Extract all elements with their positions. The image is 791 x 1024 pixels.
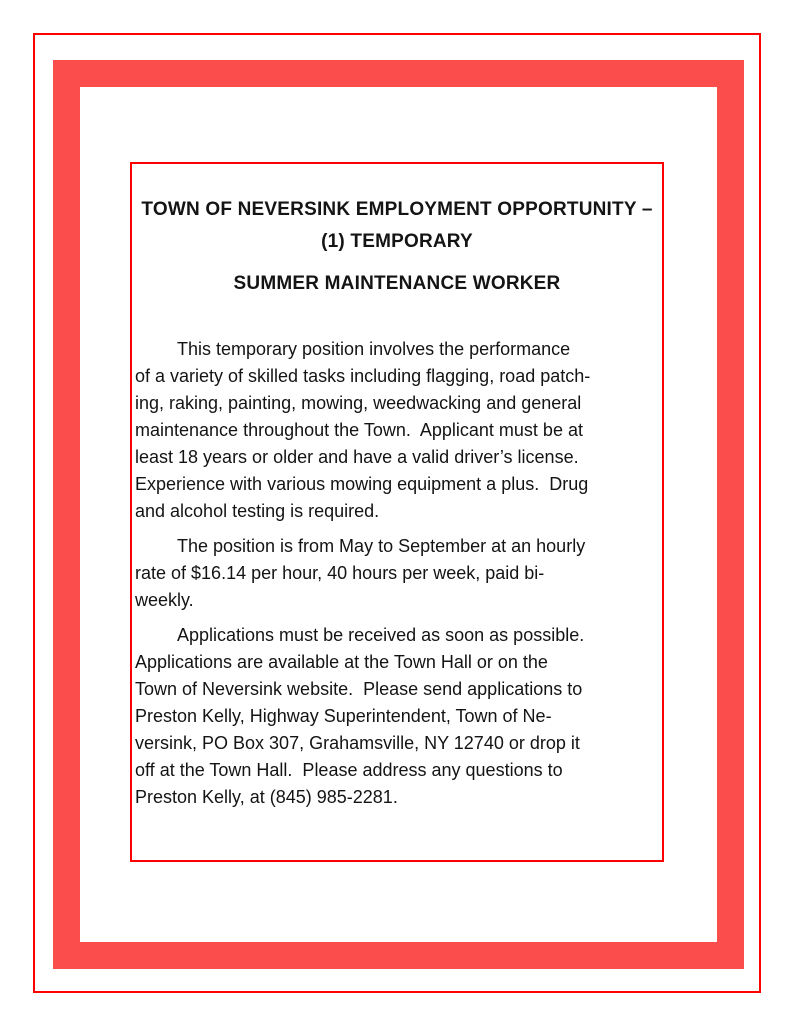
- paragraph-line: of a variety of skilled tasks including flagging, road patch-: [135, 366, 591, 386]
- notice-box: [130, 162, 664, 862]
- paragraph-line: ing, raking, painting, mowing, weedwacking and general: [135, 393, 582, 413]
- paragraph-line: Preston Kelly, Highway Superintendent, Town of Ne-: [135, 706, 552, 726]
- paragraph-line: Applications are available at the Town Hall or on the: [135, 652, 548, 672]
- title-line-2: (1) TEMPORARY: [321, 231, 473, 252]
- paragraph-line: rate of $16.14 per hour, 40 hours per week, paid bi-: [135, 563, 545, 583]
- paragraph-line: weekly.: [135, 590, 194, 610]
- paragraph-line: and alcohol testing is required.: [135, 501, 380, 521]
- paragraph-line: Applications must be received as soon as possible.: [177, 625, 585, 645]
- title-line-3: SUMMER MAINTENANCE WORKER: [233, 273, 561, 294]
- notice-title: [135, 194, 659, 300]
- paragraph-line: versink, PO Box 307, Grahamsville, NY 12740 or drop it: [135, 733, 580, 753]
- paragraph-line: off at the Town Hall. Please address any questions to: [135, 760, 563, 780]
- paragraph-line: Town of Neversink website. Please send applications to: [135, 679, 583, 699]
- title-line-1: TOWN OF NEVERSINK EMPLOYMENT OPPORTUNITY –: [141, 199, 653, 220]
- paragraph-application-instructions: [135, 622, 659, 811]
- paragraph-line: maintenance throughout the Town. Applicant must be at: [135, 420, 583, 440]
- paragraph-pay-details: [135, 533, 659, 614]
- paragraph-position-description: [135, 336, 659, 525]
- paragraph-line: Experience with various mowing equipment a plus. Drug: [135, 474, 589, 494]
- paragraph-line: The position is from May to September at an hourly: [177, 536, 586, 556]
- paragraph-line: This temporary position involves the performance: [177, 339, 571, 359]
- paragraph-line: least 18 years or older and have a valid driver’s license.: [135, 447, 579, 467]
- paragraph-line: Preston Kelly, at (845) 985-2281.: [135, 787, 398, 807]
